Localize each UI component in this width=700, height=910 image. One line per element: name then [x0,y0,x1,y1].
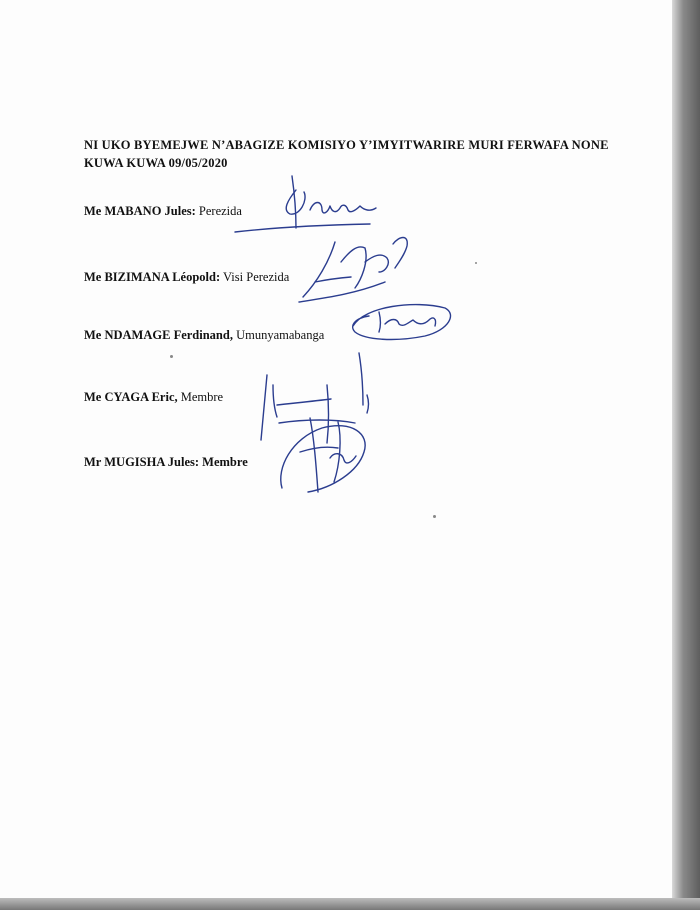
signatory-row-mabano [84,204,242,219]
signatory-role: Perezida [198,204,242,218]
paper-speck [475,262,477,264]
signatory-row-ndamage [84,328,324,343]
signatory-role: Membre [180,390,224,404]
signature-mugisha [272,408,382,500]
signature-bizimana [295,222,425,307]
signatory-row-cyaga [84,390,223,405]
signatory-role: Umunyamabanga [236,328,325,342]
signatory-name: Me BIZIMANA Léopold: [84,270,221,284]
signature-ndamage [345,296,455,346]
signatory-name: Mr MUGISHA Jules: [84,455,200,469]
page-shadow-right [672,0,700,910]
signatory-name: Me NDAMAGE Ferdinand, [84,328,233,342]
signatory-role: Membre [202,455,248,469]
paper-speck [433,515,436,518]
signatory-name: Me CYAGA Eric, [84,390,178,404]
paper-speck [170,355,173,358]
document-heading: NI UKO BYEMEJWE N’ABAGIZE KOMISIYO Y’IMYITWARIRE MURI FERWAFA NONE KUWA KUWA 09/05/2020 [84,138,609,170]
signatory-role: Visi Perezida [223,270,290,284]
page-shadow-bottom [0,898,700,910]
signatory-row-mugisha [84,455,248,470]
signatory-row-bizimana [84,270,289,285]
signatory-name: Me MABANO Jules: [84,204,196,218]
